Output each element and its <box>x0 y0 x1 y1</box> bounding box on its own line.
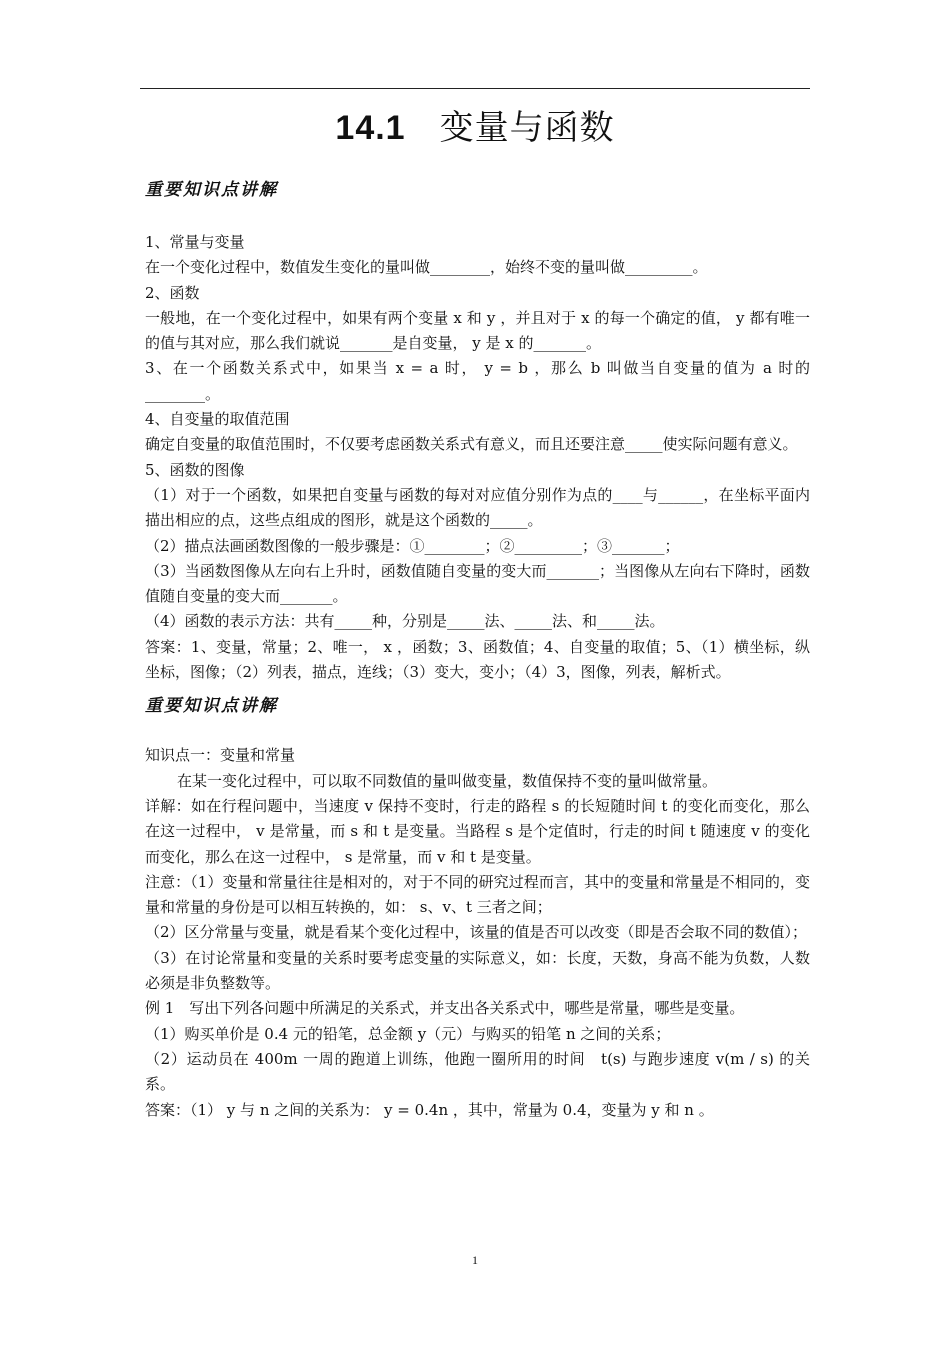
s1-paragraph-2: 在一个变化过程中，数值发生变化的量叫做________，始终不变的量叫做_________。 <box>145 258 708 277</box>
spacer <box>145 735 810 743</box>
s1-paragraph-7: 确定自变量的取值范围时，不仅要考虑函数关系式有意义，而且还要注意_____使实际问题有意义。 <box>145 435 798 454</box>
s1-paragraph-3: 2、函数 <box>145 283 200 302</box>
s1-paragraph-4: 一般地，在一个变化过程中，如果有两个变量 x 和 y ，并且对于 x 的每一个确定的值， y 都有唯一的值与其对应，那么我们就说_______是自变量， y 是 x 的_______。 <box>145 308 810 353</box>
document-body <box>145 176 810 1123</box>
s2-paragraph-1: 知识点一：变量和常量 <box>145 746 296 765</box>
s1-paragraph-8: 5、函数的图像 <box>145 460 245 479</box>
page-number: 1 <box>472 1253 478 1267</box>
s1-paragraph-11: （3）当函数图像从左向右上升时，函数值随自变量的变大而_______；当图像从左向右下降时，函数值随自变量的变大而_______。 <box>145 561 810 606</box>
s1-paragraph-5: 3、在一个函数关系式中，如果当 x = a 时， y = b ，那么 b 叫做当自变量的值为 a 时的________。 <box>145 359 810 403</box>
s2-example: 例 1 写出下列各问题中所满足的关系式，并支出各关系式中，哪些是常量，哪些是变量。 <box>145 999 745 1018</box>
s1-paragraph-9: （1）对于一个函数，如果把自变量与函数的每对对应值分别作为点的____与______，在坐标平面内描出相应的点，这些点组成的图形，就是这个函数的_____。 <box>145 485 810 530</box>
page-title <box>0 100 950 149</box>
section-heading-1: 重要知识点讲解 <box>145 180 278 200</box>
title-text: 变量与函数 <box>439 108 615 148</box>
s2-question-2: （2）运动员在 400m 一周的跑道上训练，他跑一圈所用的时间 t(s) 与跑步速度 v(m / s) 的关系。 <box>145 1049 810 1094</box>
s2-question-1: （1）购买单价是 0.4 元的铅笔，总金额 y（元）与购买的铅笔 n 之间的关系； <box>145 1024 671 1043</box>
s1-paragraph-10: （2）描点法画函数图像的一般步骤是：①________；②_________；③_______； <box>145 536 680 555</box>
s2-answer: 答案：（1） y 与 n 之间的关系为： y = 0.4n ，其中，常量为 0.4，变量为 y 和 n 。 <box>145 1100 714 1119</box>
s1-paragraph-6: 4、自变量的取值范围 <box>145 410 290 429</box>
s2-paragraph-4: 注意：（1）变量和常量往往是相对的，对于不同的研究过程而言，其中的变量和常量是不相同的，变量和常量的身份是可以相互转换的，如： s、v、t 三者之间； <box>145 872 810 917</box>
s1-answer: 答案：1、变量，常量；2、唯一， x ，函数；3、函数值；4、自变量的取值；5、（1）横坐标，纵坐标，图像；（2）列表，描点，连线；（3）变大，变小；（4）3，图像，列表，解析式。 <box>145 637 810 682</box>
s2-paragraph-2: 在某一变化过程中，可以取不同数值的量叫做变量，数值保持不变的量叫做常量。 <box>177 771 718 790</box>
s2-paragraph-5: （2）区分常量与变量，就是看某个变化过程中，该量的值是否可以改变（即是否会取不同的数值）； <box>145 923 808 942</box>
s2-paragraph-3: 详解：如在行程问题中，当速度 v 保持不变时，行走的路程 s 的长短随时间 t 的变化而变化，那么在这一过程中， v 是常量，而 s 和 t 是变量。当路程 s 是个定值时，行走的时间 t 随速度 v 的变化而变化，那么在这一过程中， s 是常量，而 v 和 t 是变量。 <box>145 796 810 866</box>
s2-paragraph-6: （3）在讨论常量和变量的关系时要考虑变量的实际意义，如：长度，天数，身高不能为负数，人数必须是非负整数等。 <box>145 948 810 993</box>
s1-paragraph-1: 1、常量与变量 <box>145 233 245 251</box>
header-rule <box>140 88 810 89</box>
spacer <box>145 216 810 230</box>
section-heading-2: 重要知识点讲解 <box>145 696 278 717</box>
s1-paragraph-12: （4）函数的表示方法：共有_____种，分别是_____法、_____法、和_____法。 <box>145 612 665 631</box>
title-number: 14.1 <box>335 109 406 147</box>
